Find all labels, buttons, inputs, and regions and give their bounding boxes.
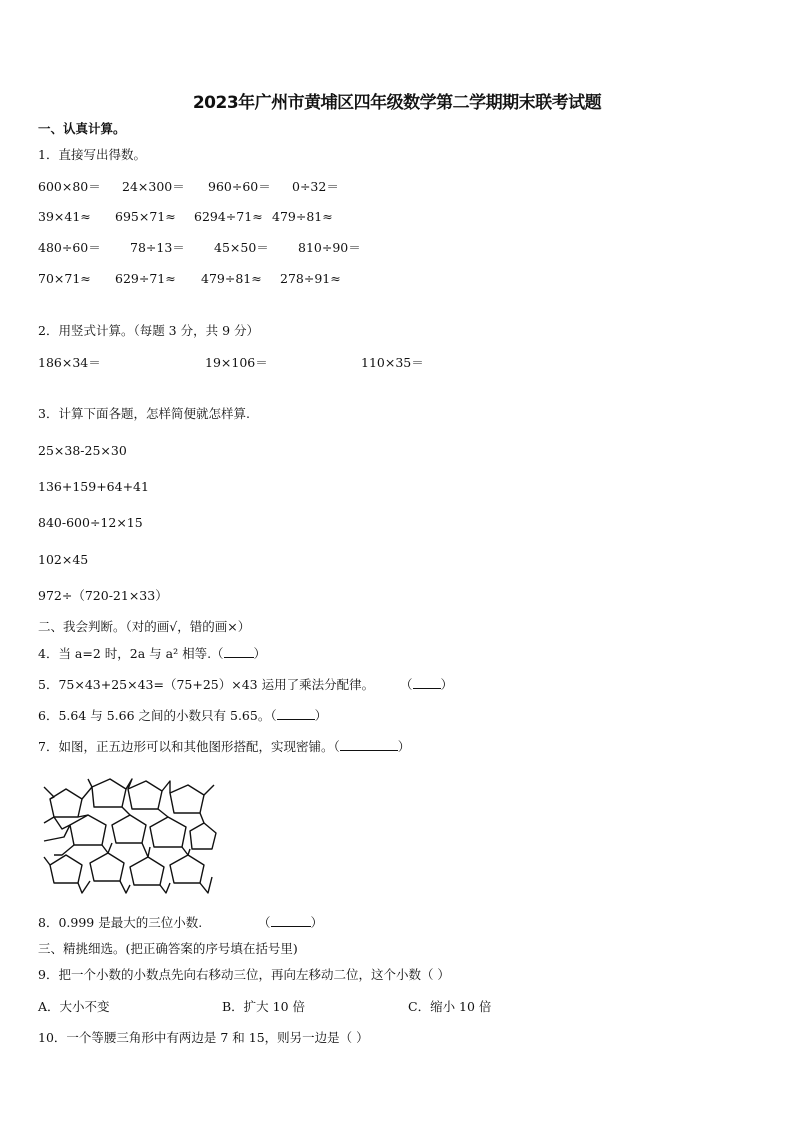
- q2-item2: 19×106＝: [205, 355, 268, 370]
- q1-row3-item4: 810÷90＝: [298, 240, 361, 255]
- question-7: 7．如图，正五边形可以和其他图形搭配，实现密铺。（ ）: [38, 739, 411, 754]
- question-10-text: 10．一个等腰三角形中有两边是 7 和 15，则另一边是（ ）: [38, 1030, 369, 1045]
- answer-blank[interactable]: [413, 677, 441, 689]
- q3-item3: 840-600÷12×15: [38, 515, 143, 530]
- section-3-heading: 三、精挑细选。(把正确答案的序号填在括号里): [38, 941, 298, 956]
- q1-row4-item4: 278÷91≈: [280, 271, 341, 286]
- q3-item1: 25×38-25×30: [38, 443, 127, 458]
- question-7-text: 7．如图，正五边形可以和其他图形搭配，实现密铺。（: [38, 739, 340, 754]
- q1-row2-item4: 479÷81≈: [272, 209, 333, 224]
- q1-row3-item2: 78÷13＝: [130, 240, 185, 255]
- question-2-label: 2．用竖式计算。（每题 3 分，共 9 分）: [38, 323, 260, 338]
- question-6-text: 6．5.64 与 5.66 之间的小数只有 5.65。（: [38, 708, 277, 723]
- answer-blank[interactable]: [271, 915, 311, 927]
- question-1-label: 1．直接写出得数。: [38, 147, 146, 162]
- answer-blank[interactable]: [277, 708, 315, 720]
- pentagon-tiling-figure: [42, 777, 217, 895]
- question-4: [38, 646, 266, 662]
- question-8-text: 8．0.999 是最大的三位小数.: [38, 915, 203, 930]
- answer-blank[interactable]: [224, 646, 254, 658]
- q9-option-b[interactable]: B．扩大 10 倍: [222, 999, 306, 1014]
- q1-row1-item2: 24×300＝: [122, 179, 185, 194]
- q3-item4: 102×45: [38, 552, 89, 567]
- section-1-heading: 一、认真计算。: [38, 121, 126, 136]
- question-6: 6．5.64 与 5.66 之间的小数只有 5.65。（ ）: [38, 708, 328, 723]
- q1-row1-item3: 960÷60＝: [208, 179, 271, 194]
- question-5-text: 5．75×43+25×43=（75+25）×43 运用了乘法分配律。: [38, 677, 375, 692]
- question-9-text: 9．把一个小数的小数点先向右移动三位，再向左移动二位，这个小数（ ）: [38, 967, 450, 982]
- q3-item5: 972÷（720-21×33）: [38, 588, 168, 603]
- question-4-text: 4．当 a=2 时，2a 与 a² 相等.（: [38, 646, 224, 661]
- question-3-label: 3．计算下面各题，怎样简便就怎样算.: [38, 406, 250, 421]
- q1-row4-item2: 629÷71≈: [115, 271, 176, 286]
- q1-row1-item1: 600×80＝: [38, 179, 101, 194]
- close-paren: ）: [253, 646, 267, 661]
- q3-item2: 136+159+64+41: [38, 479, 149, 494]
- page-title: 2023年广州市黄埔区四年级数学第二学期期末联考试题: [192, 93, 602, 113]
- q1-row3-item1: 480÷60＝: [38, 240, 101, 255]
- q1-row2-item1: 39×41≈: [38, 209, 91, 224]
- q9-option-c[interactable]: C．缩小 10 倍: [408, 999, 492, 1014]
- q1-row2-item3: 6294÷71≈: [194, 209, 263, 224]
- q2-item1: 186×34＝: [38, 355, 101, 370]
- question-8-answer: （ ）: [258, 915, 324, 930]
- question-5-answer: （ ）: [400, 677, 454, 692]
- q1-row4-item3: 479÷81≈: [201, 271, 262, 286]
- answer-blank[interactable]: [340, 739, 398, 751]
- q1-row1-item4: 0÷32＝: [292, 179, 339, 194]
- q1-row3-item3: 45×50＝: [214, 240, 269, 255]
- q1-row4-item1: 70×71≈: [38, 271, 91, 286]
- section-2-heading: 二、我会判断。（对的画√，错的画×）: [38, 619, 251, 634]
- q1-row2-item2: 695×71≈: [115, 209, 176, 224]
- q9-option-a[interactable]: A．大小不变: [38, 999, 110, 1014]
- q2-item3: 110×35＝: [361, 355, 424, 370]
